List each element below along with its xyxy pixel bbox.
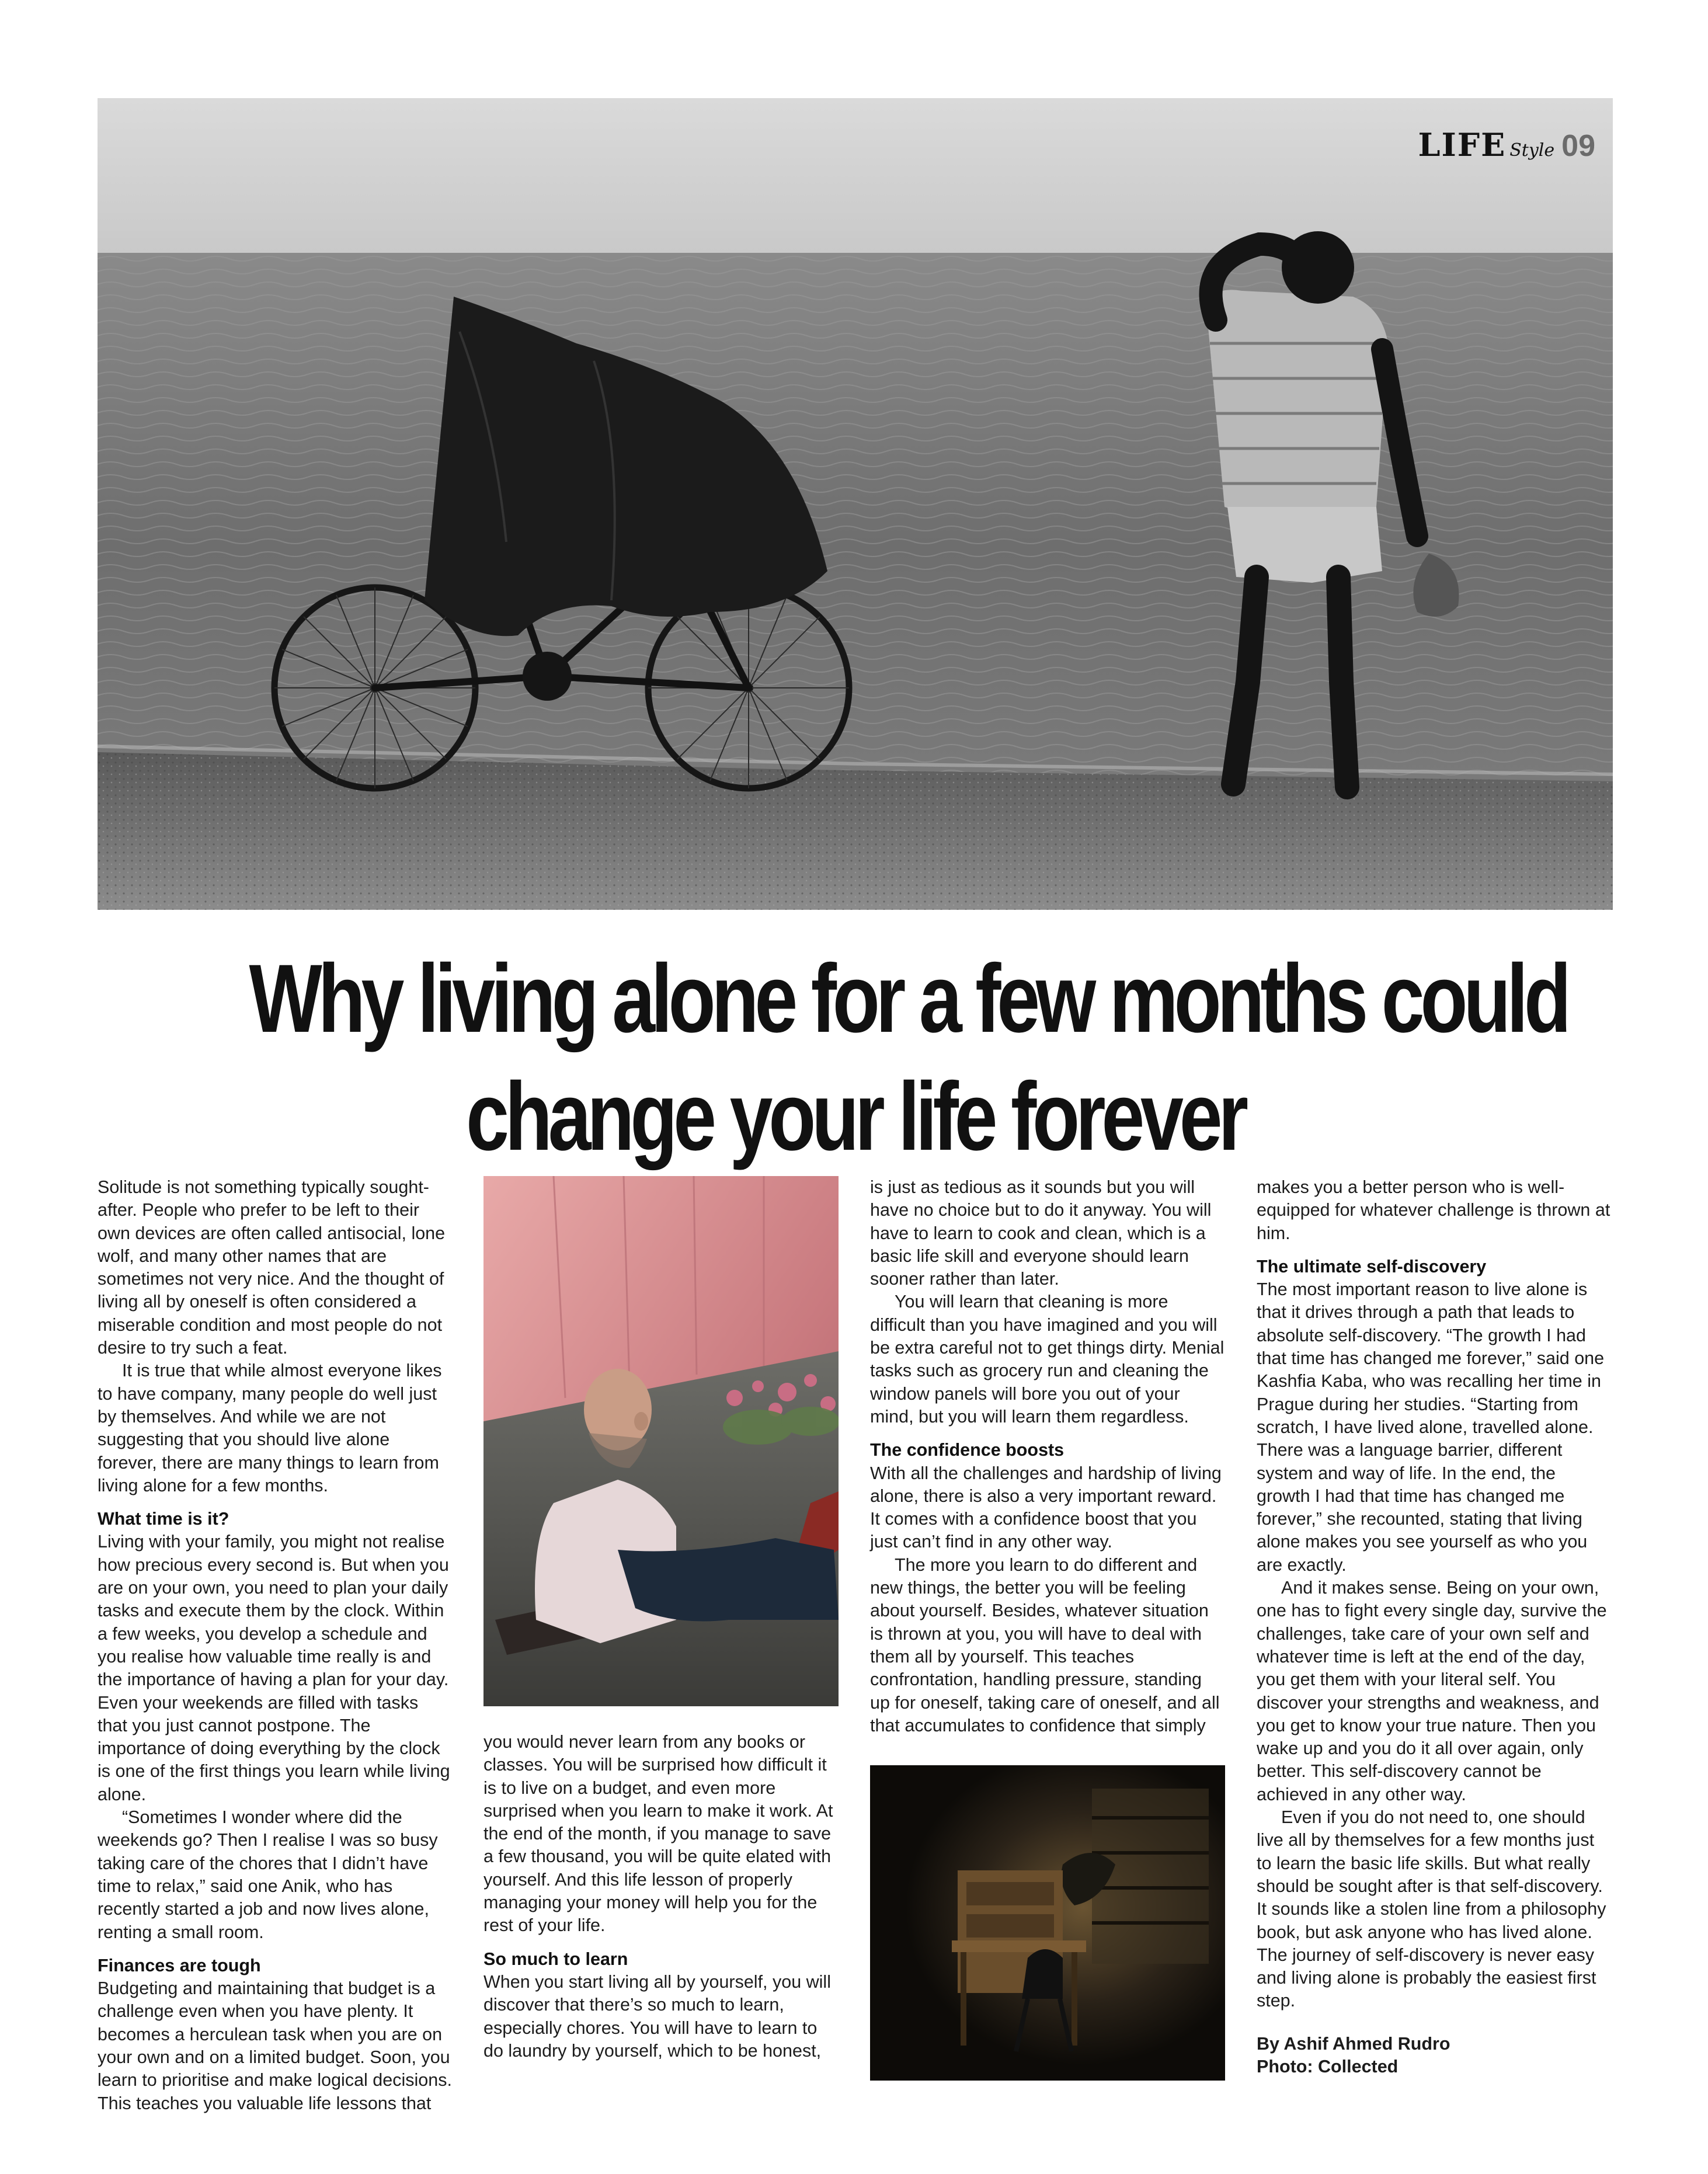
paragraph: When you start living all by yourself, you will discover that there’s so much to learn, especially chores. You will have to learn to do laundry by yourself, which to be honest, — [483, 1971, 831, 2061]
paragraph: You will learn that cleaning is more difficult than you have imagined and you will be extra careful not to get things dirty. Menial tasks such as grocery run and cleaning the window panels will bore you out of your mind, but you will learn them regardless. — [870, 1292, 1225, 1427]
masthead — [1418, 126, 1595, 164]
headline-line-1: Why living alone for a few months could — [249, 945, 1567, 1053]
headline — [249, 940, 1567, 1176]
paragraph: you would never learn from any books or classes. You will be surprised how difficult it is to live on a budget, and even more surprised when you learn to make it work. At the end of the month, if you manage to save a few thousand, you will be quite elated with yourself. And this life lesson of properly managing your money will help you for the rest of your life. — [483, 1732, 833, 1936]
masthead-style: Style — [1509, 140, 1555, 161]
article-column-1 — [98, 1176, 453, 2115]
subheading-finances: Finances are tough — [98, 1955, 261, 1975]
paragraph: Living with your family, you might not realise how precious every second is. But when you are on your own, you need to plan your daily tasks and execute them by the clock. Within a few weeks, you develop a schedule and you realise how valuable time really is and the importance of having a plan for your day. Even your weekends are filled with tasks that you just cannot postpone. The importance of doing everything by the clock is one of the first things you learn while living alone. — [98, 1532, 450, 1804]
subheading-discovery: The ultimate self-discovery — [1257, 1256, 1487, 1276]
paragraph: Solitude is not something typically sought-after. People who prefer to be left to their own devices are often called antisocial, lone wolf, and many other names that are sometimes not very nice. And the thought of living all by oneself is often considered a miserable condition and most people do not desire to try such a feat. — [98, 1177, 446, 1358]
paragraph: And it makes sense. Being on your own, one has to fight every single day, survive the challenges, take care of your own self and whatever time is left at the end of the day, you get them with your literal self. You discover your strengths and weakness, and you get to know your true nature. Then you wake up and you do it all over again, only better. This self-discovery cannot be achieved in any other way. — [1257, 1578, 1607, 1804]
paragraph: “Sometimes I wonder where did the weekends go? Then I realise I was so busy taking care of the chores that I didn’t have time to relax,” said one Anik, who has recently started a job and now lives alone, renting a small room. — [98, 1807, 438, 1942]
man-on-bench-photo-icon — [483, 1176, 839, 1706]
paragraph: The most important reason to live alone is that it drives through a path that leads to absolute self-discovery. “The growth I had that time has changed me forever,” said one Kashfia Kaba, who was recalling her time in Prague during her studies. “Starting from scratch, I have lived alone, travelled alone. There was a language barrier, different system and way of life. In the end, the growth I had that time has changed me forever,” she recounted, stating that living alone makes you see yourself as who you are exactly. — [1257, 1279, 1605, 1575]
paragraph: Even if you do not need to, one should live all by themselves for a few months just to learn the basic life skills. But what really should be sought after is that self-discovery. It sounds like a stolen line from a philosophy book, but ask anyone who has lived alone. The journey of self-discovery is never easy and living alone is probably the easiest first step. — [1257, 1807, 1606, 2011]
masthead-life: LIFE — [1418, 126, 1507, 164]
man-on-bench-photo — [483, 1176, 839, 1706]
article-column-4 — [1257, 1176, 1612, 2078]
byline-author: By Ashif Ahmed Rudro — [1257, 2033, 1450, 2054]
paragraph: Budgeting and maintaining that budget is a challenge even when you have plenty. It becomes a herculean task when you are on your own and on a limited budget. Soon, you learn to prioritise and make logical decisions. This teaches you valuable life lessons that — [98, 1978, 452, 2113]
dark-room-desk-photo-icon — [870, 1765, 1225, 2081]
subheading-learn: So much to learn — [483, 1949, 628, 1969]
dark-room-photo — [870, 1765, 1225, 2081]
paragraph: is just as tedious as it sounds but you will have no choice but to do it anyway. You will have to learn to cook and clean, which is a basic life skill and everyone should learn sooner rather than later. — [870, 1177, 1212, 1289]
headline-line-2: change your life forever — [466, 1063, 1244, 1171]
paragraph: It is true that while almost everyone likes to have company, many people do well just by themselves. And while we are not suggesting that you should live alone forever, there are many things to learn from living alone for a few months. — [98, 1361, 442, 1495]
page-number: 09 — [1561, 129, 1595, 163]
paragraph: With all the challenges and hardship of living alone, there is also a very important reward. It comes with a confidence boost that you just can’t find in any other way. — [870, 1463, 1222, 1552]
paragraph: makes you a better person who is well-equipped for whatever challenge is thrown at him. — [1257, 1177, 1610, 1243]
byline — [1257, 2033, 1612, 2079]
paragraph: The more you learn to do different and new things, the better you will be feeling about yourself. Besides, whatever situation is thrown at you, you will have to deal with them all by yourself. This teaches confrontation, handling pressure, standing up for oneself, taking care of oneself, and all that accumulates to confidence that simply — [870, 1554, 1220, 1735]
article-column-2 — [483, 1731, 839, 2062]
subheading-confidence: The confidence boosts — [870, 1440, 1065, 1460]
article-column-3 — [870, 1176, 1225, 1737]
byline-photo-credit: Photo: Collected — [1257, 2056, 1399, 2076]
subheading-time: What time is it? — [98, 1509, 229, 1529]
hero-photo — [98, 98, 1613, 910]
beach-bicycle-man-photo-icon — [98, 98, 1613, 910]
